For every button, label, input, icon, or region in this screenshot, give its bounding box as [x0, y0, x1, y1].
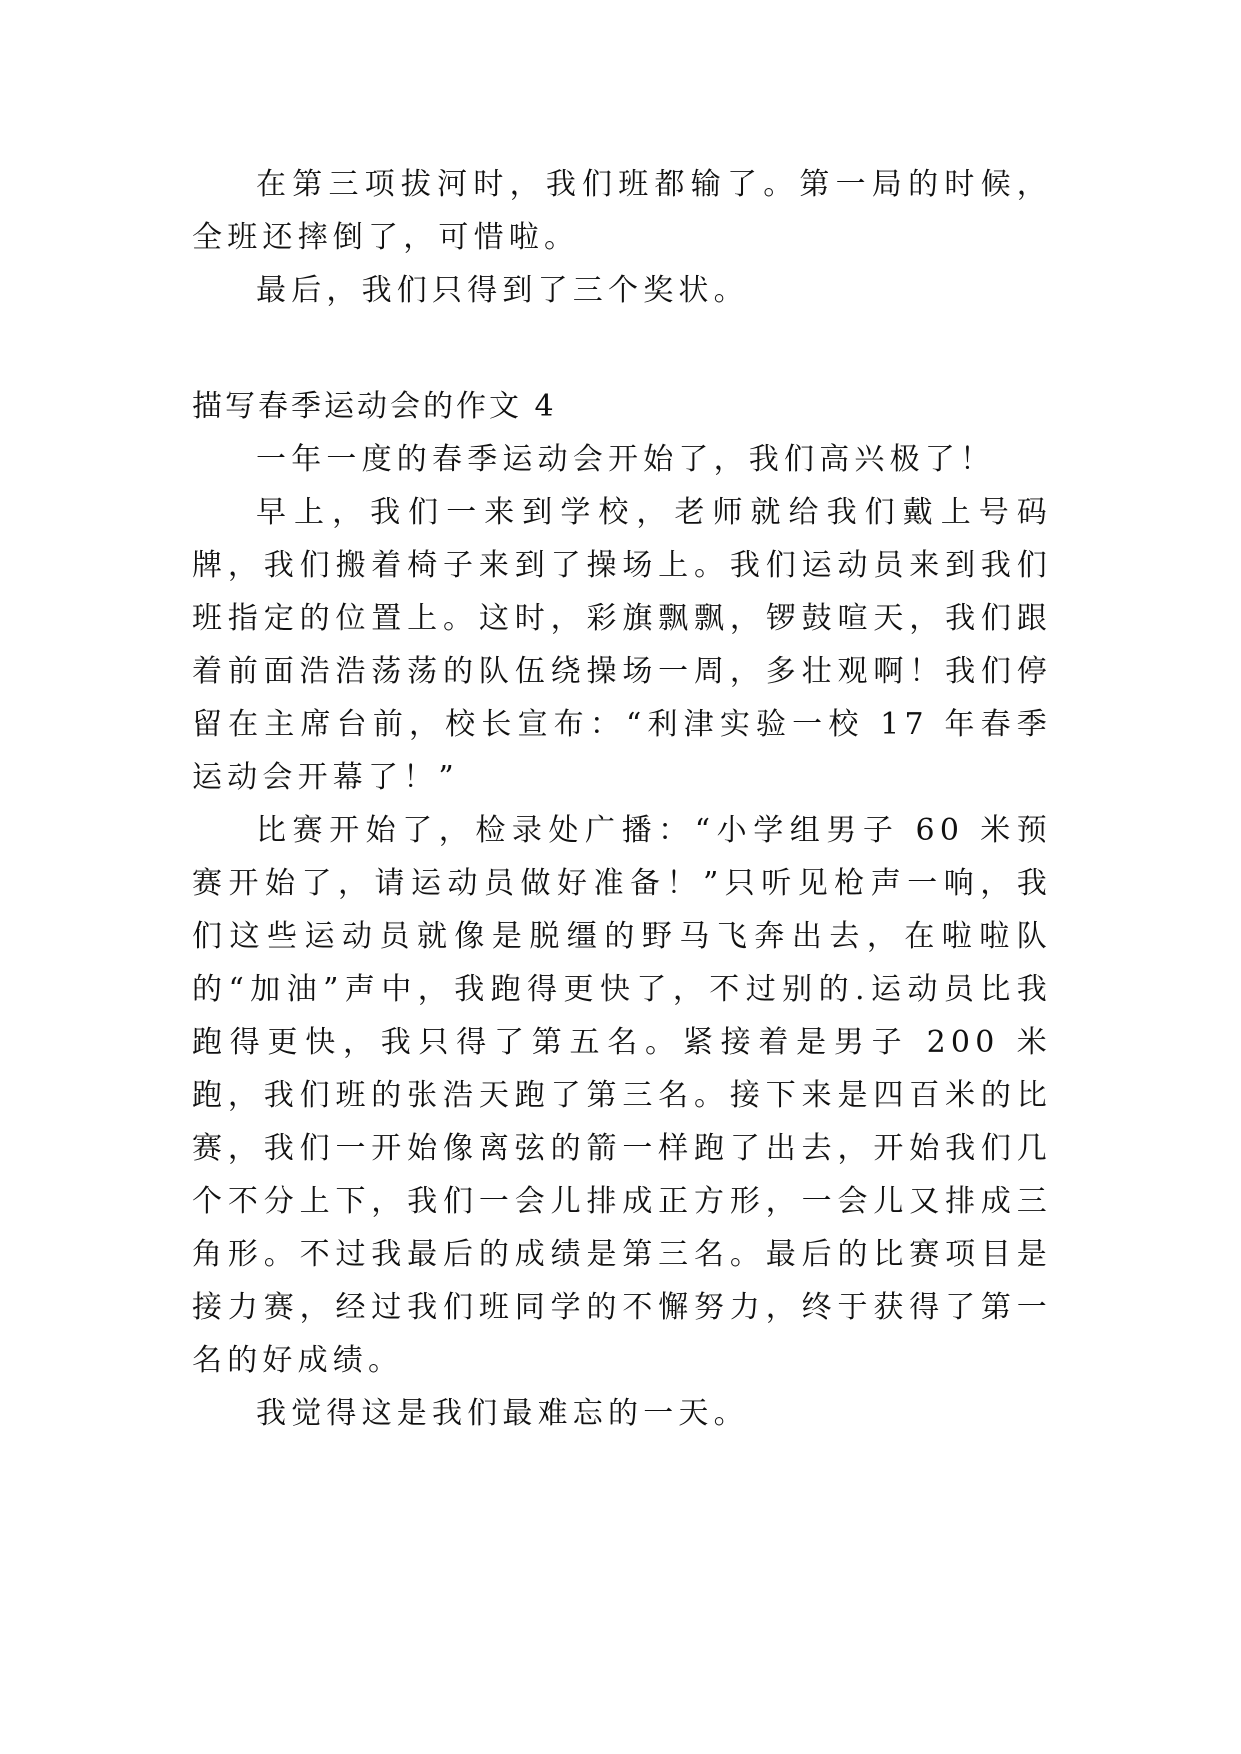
paragraph-morning: 早上，我们一来到学校，老师就给我们戴上号码牌，我们搬着椅子来到了操场上。我们运动员来到我们班指定的位置上。这时，彩旗飘飘，锣鼓喧天，我们跟着前面浩浩荡荡的队伍绕操场一周，多壮观啊！我们停留在主席台前，校长宣布：“利津实验一校 17 年春季运动会开幕了！”	[192, 495, 1052, 795]
document-body	[192, 158, 1052, 1440]
essay-title: 描写春季运动会的作文 4	[192, 389, 557, 424]
paragraph-closing: 我觉得这是我们最难忘的一天。	[256, 1396, 749, 1431]
paragraph-awards: 最后，我们只得到了三个奖状。	[256, 273, 749, 308]
paragraph-races: 比赛开始了，检录处广播：“小学组男子 60 米预赛开始了，请运动员做好准备！”只听见枪声一响，我们这些运动员就像是脱缰的野马飞奔出去，在啦啦队的“加油”声中，我跑得更快了，不过别的.运动员比我跑得更快，我只得了第五名。紧接着是男子 200 米跑，我们班的张浩天跑了第三名。接下来是四百米的比赛，我们一开始像离弦的箭一样跑了出去，开始我们几个不分上下，我们一会儿排成正方形，一会儿又排成三角形。不过我最后的成绩是第三名。最后的比赛项目是接力赛，经过我们班同学的不懈努力，终于获得了第一名的好成绩。	[192, 813, 1052, 1378]
paragraph-opening: 一年一度的春季运动会开始了，我们高兴极了！	[256, 442, 996, 477]
paragraph-tug-of-war: 在第三项拔河时，我们班都输了。第一局的时候，全班还摔倒了，可惜啦。	[192, 167, 1052, 255]
